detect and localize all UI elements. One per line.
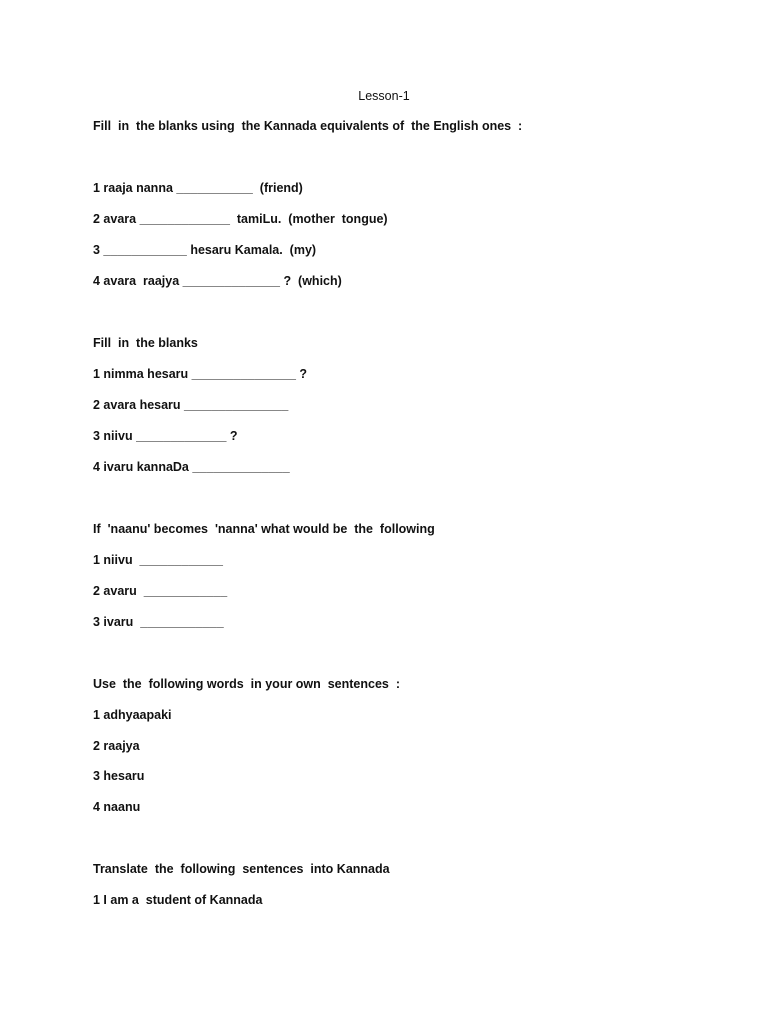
exercise-item: 3 ____________ hesaru Kamala. (my) <box>93 243 317 257</box>
exercise-item: 4 ivaru kannaDa ______________ <box>93 460 290 474</box>
exercise-item: 1 raaja nanna ___________ (friend) <box>93 181 303 195</box>
exercise-item: 2 avara _____________ tamiLu. (mother tongue) <box>93 212 388 226</box>
section-heading: Use the following words in your own sentences : <box>93 677 400 691</box>
exercise-item: 1 adhyaapaki <box>93 708 172 722</box>
exercise-item: 1 nimma hesaru _______________ ? <box>93 367 308 381</box>
exercise-item: 2 avaru ____________ <box>93 584 228 598</box>
section-heading: Fill in the blanks using the Kannada equivalents of the English ones : <box>93 119 523 133</box>
section-heading: Fill in the blanks <box>93 336 198 350</box>
exercise-item: 4 avara raajya ______________ ? (which) <box>93 274 342 288</box>
section-heading: If 'naanu' becomes 'nanna' what would be the following <box>93 522 435 536</box>
page-title: Lesson-1 <box>358 89 410 103</box>
exercise-item: 4 naanu <box>93 800 141 814</box>
section-heading: Translate the following sentences into Kannada <box>93 862 390 876</box>
exercise-item: 2 avara hesaru _______________ <box>93 398 289 412</box>
exercise-item: 2 raajya <box>93 739 140 753</box>
exercise-item: 3 ivaru ____________ <box>93 615 224 629</box>
exercise-item: 3 hesaru <box>93 769 145 783</box>
exercise-item: 3 niivu _____________ ? <box>93 429 238 443</box>
exercise-item: 1 niivu ____________ <box>93 553 223 567</box>
exercise-item: 1 I am a student of Kannada <box>93 893 263 907</box>
